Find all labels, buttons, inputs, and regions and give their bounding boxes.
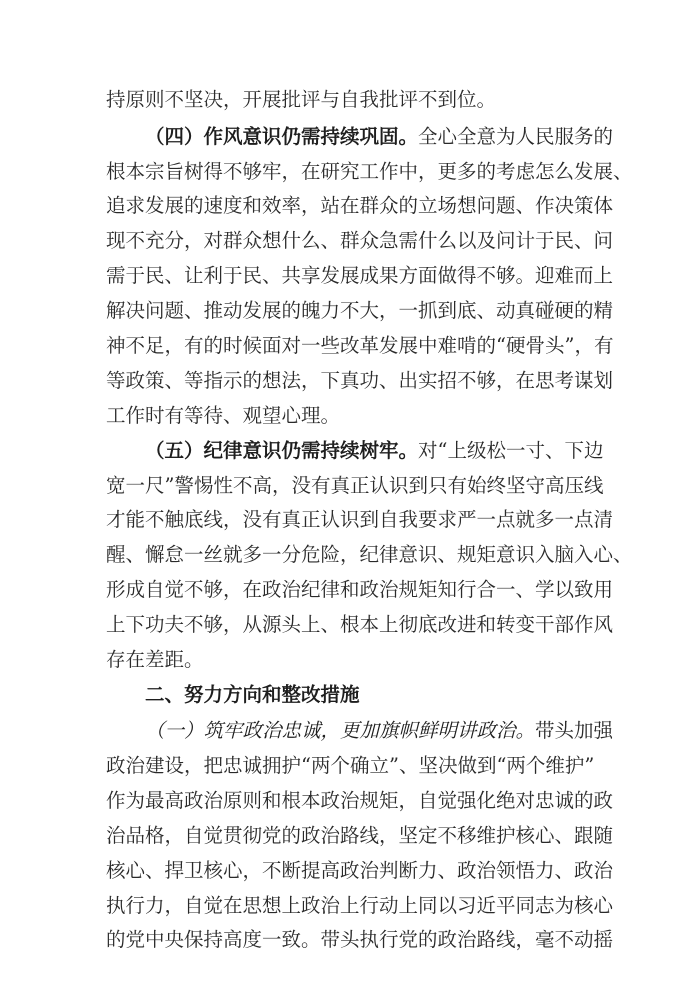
paragraph-s1-text: 带头加强 [535,719,614,742]
text-line: 现不充分，对群众想什么、群众急需什么以及问计于民、问 [106,229,614,252]
text-line: 存在差距。 [106,648,204,671]
text-line: 的党中央保持高度一致。带头执行党的政治路线，毫不动摇 [106,928,614,951]
text-line: 追求发展的速度和效率，站在群众的立场想问题、作决策体 [106,194,614,217]
text-line: 治品格，自觉贯彻党的政治路线，坚定不移维护核心、跟随 [106,824,614,847]
text-line: 根本宗旨树得不够牢，在研究工作中，更多的考虑怎么发展、 [106,160,633,183]
text-line: 持原则不坚决，开展批评与自我批评不到位。 [106,88,497,111]
text-line: 宽一尺”警惕性不高，没有真正认识到只有始终坚守高压线 [106,474,604,497]
paragraph-5-heading: （五）纪律意识仍需持续树牢。 [145,439,419,462]
paragraph-4-first-line [145,125,613,149]
text-line: 等政策、等指示的想法，下真功、出实招不够，在思考谋划 [106,369,614,392]
section-heading: 二、努力方向和整改措施 [145,683,360,706]
text-line: 醒、懈怠一丝就多一分危险，纪律意识、规矩意识入脑入心、 [106,543,633,566]
text-line: 上下功夫不够，从源头上、根本上彻底改进和转变干部作风 [106,613,614,636]
paragraph-5-first-line [145,439,604,463]
text-line: 解决问题、推动发展的魄力不大，一抓到底、动真碰硬的精 [106,299,614,322]
text-line: 形成自觉不够，在政治纪律和政治规矩知行合一、学以致用 [106,578,614,601]
text-line: 作为最高政治原则和根本政治规矩，自觉强化绝对忠诚的政 [106,789,614,812]
text-line: 需于民、让利于民、共享发展成果方面做得不够。迎难而上 [106,264,614,287]
paragraph-s1-heading: （一）筑牢政治忠诚，更加旗帜鲜明讲政治。 [145,719,536,742]
paragraph-5-text: 对“上级松一寸、下边 [418,439,604,462]
text-line: 执行力，自觉在思想上政治上行动上同以习近平同志为核心 [106,894,614,917]
paragraph-4-text: 全心全意为人民服务的 [418,125,614,148]
text-line: 才能不触底线，没有真正认识到自我要求严一点就多一点清 [106,508,614,531]
text-line: 神不足，有的时候面对一些改革发展中难啃的“硬骨头”，有 [106,334,614,357]
text-line: 政治建设，把忠诚拥护“两个确立”、坚决做到“两个维护” [106,754,595,777]
text-line: 核心、捍卫核心，不断提高政治判断力、政治领悟力、政治 [106,859,614,882]
text-line: 工作时有等待、观望心理。 [106,404,341,427]
paragraph-4-heading: （四）作风意识仍需持续巩固。 [145,125,419,148]
paragraph-s1-first-line [145,719,613,743]
